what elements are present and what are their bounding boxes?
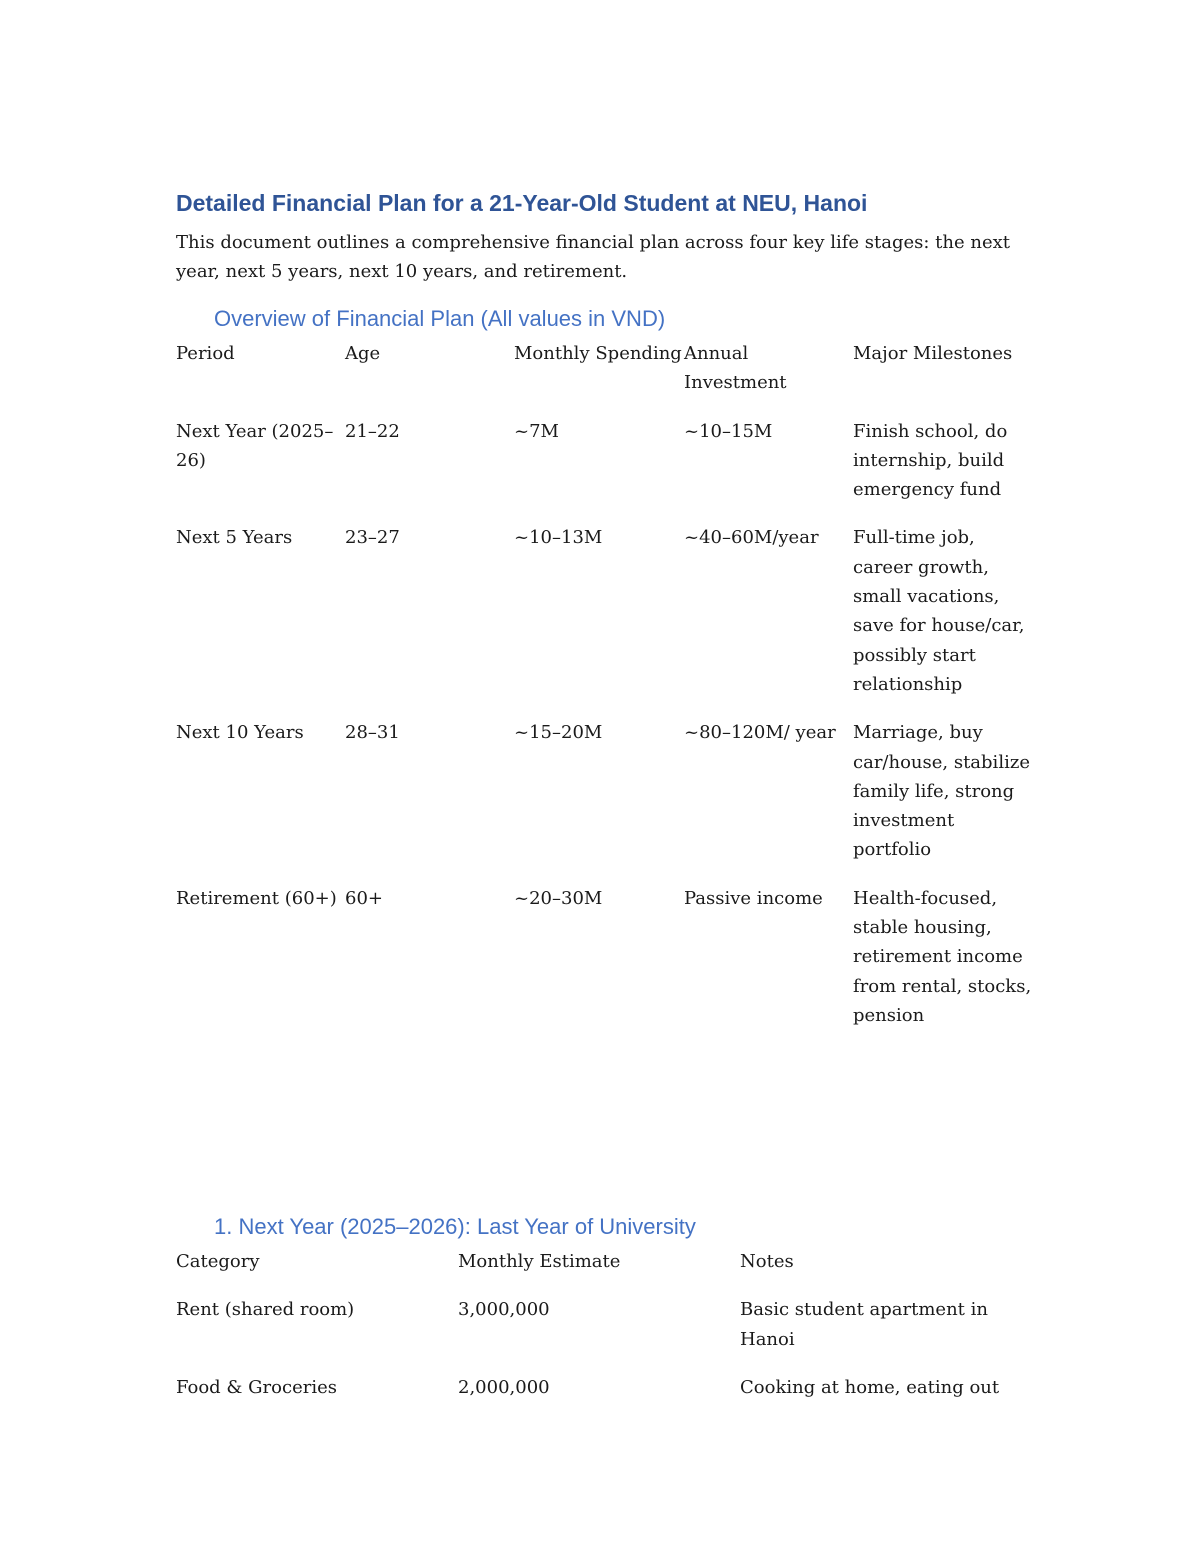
- milestones-cell: Finish school, do internship, build emergency fund: [853, 420, 1008, 501]
- section-1-heading: 1. Next Year (2025–2026): Last Year of University: [214, 1214, 696, 1239]
- column-header-monthly-spending: Monthly Spending: [514, 343, 682, 364]
- age-cell: 28–31: [345, 722, 400, 744]
- table-header-row: [176, 1247, 1036, 1295]
- document-title: Detailed Financial Plan for a 21-Year-Old Student at NEU, Hanoi: [176, 190, 868, 216]
- period-cell: Next 10 Years: [176, 722, 304, 744]
- column-header-major-milestones: Major Milestones: [853, 343, 1013, 364]
- monthly-spending-cell: ~15–20M: [514, 722, 603, 744]
- column-header-age: Age: [345, 343, 381, 364]
- period-cell: Next 5 Years: [176, 527, 293, 549]
- notes-cell: Cooking at home, eating out: [740, 1376, 1000, 1398]
- milestones-cell: Marriage, buy car/house, stabilize family life, strong investment portfolio: [853, 722, 1030, 861]
- monthly-spending-cell: ~7M: [514, 420, 559, 442]
- milestones-cell: Health-focused, stable housing, retirement income from rental, stocks, pension: [853, 887, 1032, 1026]
- monthly-estimate-cell: 3,000,000: [458, 1299, 550, 1321]
- table-row: [176, 1295, 1036, 1373]
- overview-table: [176, 339, 1036, 1049]
- age-cell: 60+: [345, 887, 383, 909]
- category-cell: Food & Groceries: [176, 1376, 337, 1398]
- table-row: [176, 417, 1036, 524]
- table-row: [176, 1373, 1036, 1421]
- age-cell: 21–22: [345, 420, 400, 442]
- age-cell: 23–27: [345, 527, 400, 549]
- budget-table: [176, 1247, 1036, 1421]
- category-cell: Rent (shared room): [176, 1299, 355, 1321]
- period-cell: Retirement (60+): [176, 887, 337, 909]
- milestones-cell: Full-time job, career growth, small vacations, save for house/car, possibly start relationship: [853, 527, 1025, 695]
- column-header-notes: Notes: [740, 1251, 794, 1272]
- column-header-category: Category: [176, 1251, 260, 1272]
- intro-paragraph: This document outlines a comprehensive financial plan across four key life stages: the next year, next 5 years, next 10 years, and retirement.: [176, 232, 1010, 282]
- column-header-annual-investment: Annual Investment: [684, 343, 787, 394]
- table-row: [176, 884, 1036, 1049]
- table-header-row: [176, 339, 1036, 417]
- annual-investment-cell: ~80–120M/ year: [684, 722, 836, 744]
- annual-investment-cell: Passive income: [684, 887, 823, 909]
- notes-cell: Basic student apartment in Hanoi: [740, 1299, 988, 1350]
- table-row: [176, 718, 1036, 883]
- monthly-estimate-cell: 2,000,000: [458, 1376, 550, 1398]
- column-header-monthly-estimate: Monthly Estimate: [458, 1251, 621, 1272]
- period-cell: Next Year (2025–26): [176, 420, 334, 471]
- column-header-period: Period: [176, 343, 235, 364]
- annual-investment-cell: ~40–60M/year: [684, 527, 819, 549]
- annual-investment-cell: ~10–15M: [684, 420, 773, 442]
- overview-heading: Overview of Financial Plan (All values in VND): [214, 306, 666, 331]
- table-row: [176, 523, 1036, 718]
- monthly-spending-cell: ~20–30M: [514, 887, 603, 909]
- monthly-spending-cell: ~10–13M: [514, 527, 603, 549]
